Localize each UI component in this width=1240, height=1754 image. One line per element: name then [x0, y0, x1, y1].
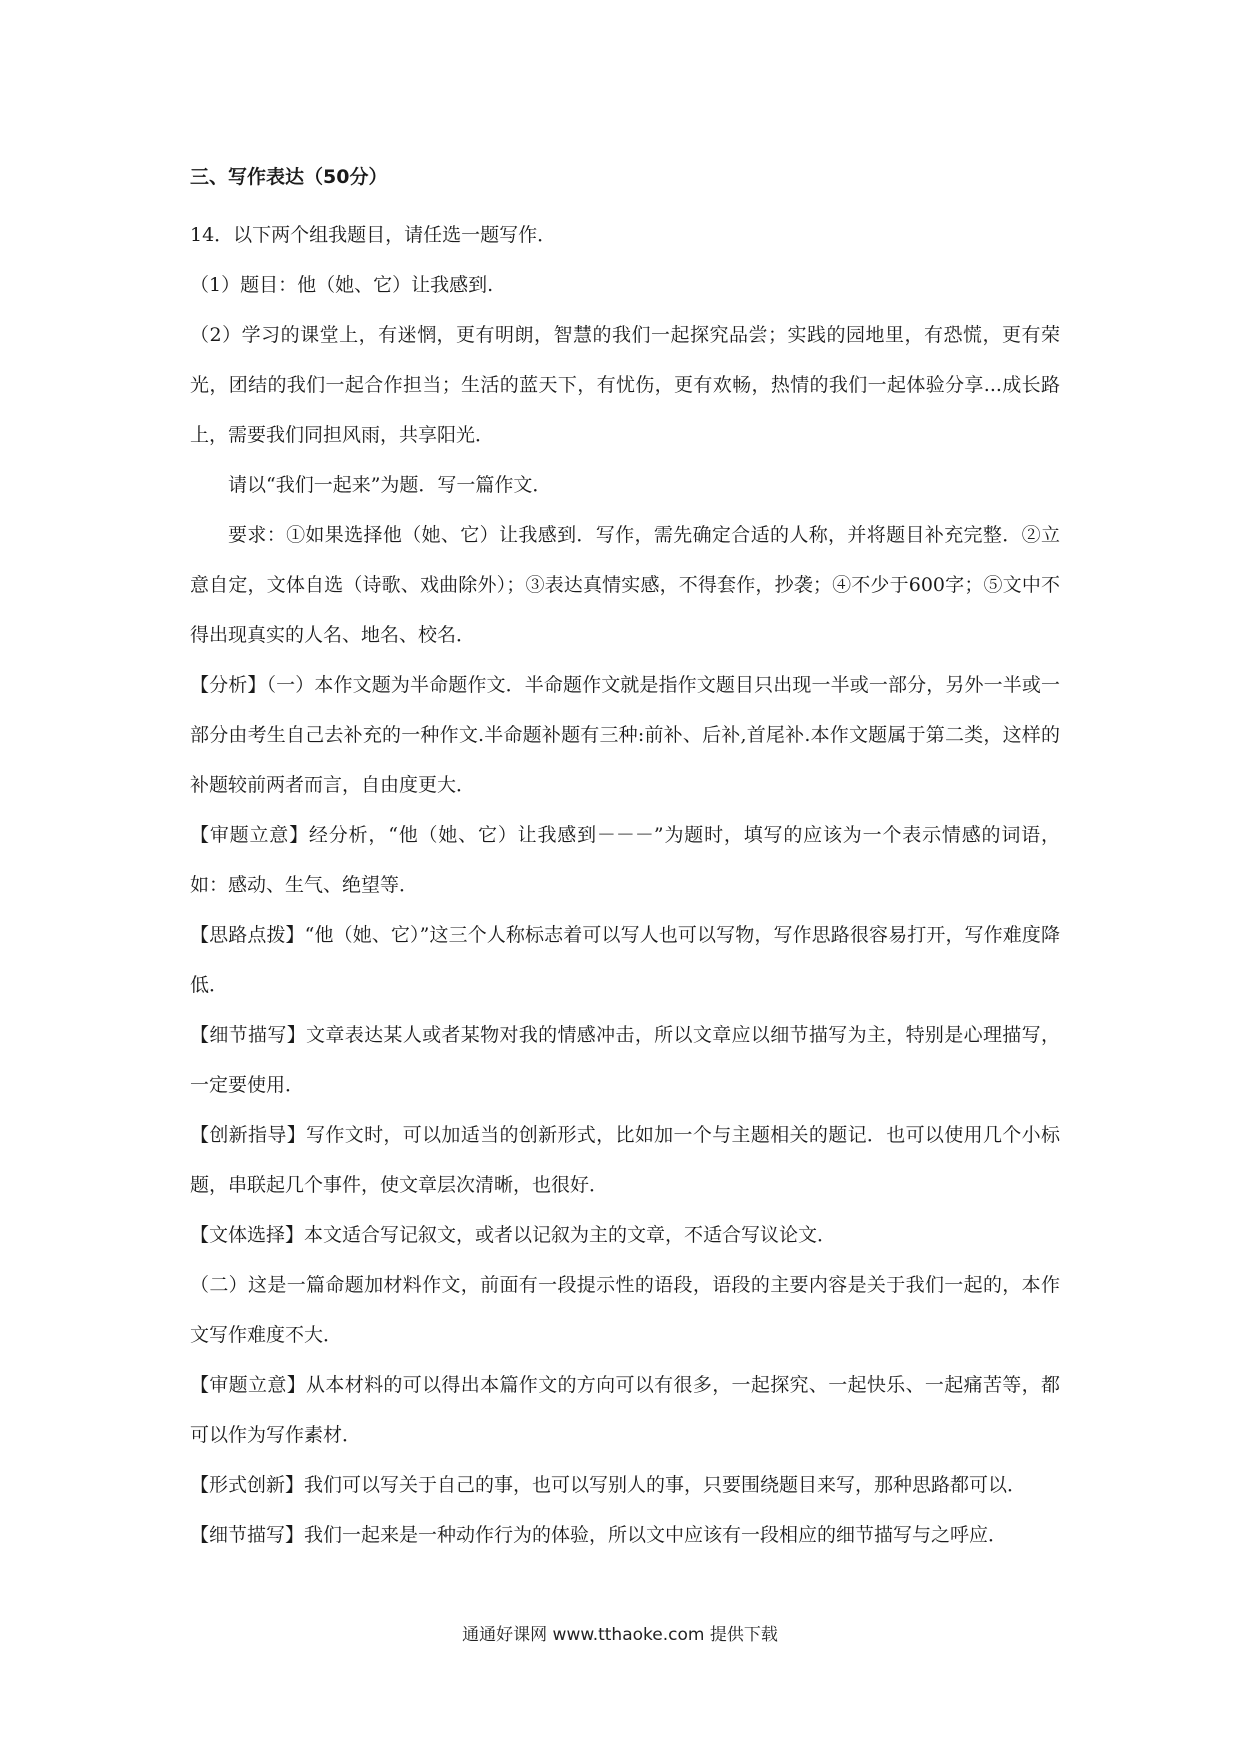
analysis-text: 经分析，“他（她、它）让我感到－－－”为题时，填写的应该为一个表示情感的词语，如：感动、生气、绝望等． [190, 824, 1060, 896]
analysis-label: 【形式创新】 [190, 1474, 305, 1496]
analysis-paragraph [190, 660, 1060, 810]
analysis-paragraph [190, 1210, 1060, 1260]
analysis-text: （一）本作文题为半命题作文．半命题作文就是指作文题目只出现一半或一部分，另外一半或一部分由考生自己去补充的一种作文.半命题补题有三种:前补、后补,首尾补.本作文题属于第二类，这样的补题较前两者而言，自由度更大． [190, 674, 1060, 796]
analysis-text: （二）这是一篇命题加材料作文，前面有一段提示性的语段，语段的主要内容是关于我们一起的，本作文写作难度不大． [190, 1274, 1060, 1346]
analysis-label: 【审题立意】 [190, 1374, 307, 1396]
analysis-paragraph [190, 810, 1060, 910]
analysis-label: 【细节描写】 [190, 1024, 307, 1046]
analysis-label: 【审题立意】 [190, 824, 309, 846]
analysis-text: 从本材料的可以得出本篇作文的方向可以有很多，一起探究、一起快乐、一起痛苦等，都可以作为写作素材． [190, 1374, 1060, 1446]
analysis-text: 写作文时，可以加适当的创新形式，比如加一个与主题相关的题记．也可以使用几个小标题，串联起几个事件，使文章层次清晰，也很好． [190, 1124, 1060, 1196]
analysis-paragraph [190, 1260, 1060, 1360]
analysis-label: 【细节描写】 [190, 1524, 305, 1546]
option-2: （2）学习的课堂上，有迷惘，更有明朗，智慧的我们一起探究品尝；实践的园地里，有恐慌，更有荣光，团结的我们一起合作担当；生活的蓝天下，有忧伤，更有欢畅，热情的我们一起体验分享...成长路上，需要我们同担风雨，共享阳光． [190, 324, 1060, 446]
analysis-paragraph [190, 1360, 1060, 1460]
analysis-label: 【思路点拨】 [190, 924, 305, 946]
analysis-section [190, 660, 1060, 1560]
analysis-paragraph [190, 910, 1060, 1010]
analysis-text: 文章表达某人或者某物对我的情感冲击，所以文章应以细节描写为主，特别是心理描写，一定要使用． [190, 1024, 1060, 1096]
requirements: 要求：①如果选择他（她、它）让我感到．写作，需先确定合适的人称，并将题目补充完整．②立意自定，文体自选（诗歌、戏曲除外）；③表达真情实感，不得套作，抄袭；④不少于600字；⑤文中不得出现真实的人名、地名、校名． [190, 524, 1060, 646]
analysis-paragraph [190, 1460, 1060, 1510]
analysis-text: “他（她、它）”这三个人称标志着可以写人也可以写物，写作思路很容易打开，写作难度降低． [190, 924, 1060, 996]
analysis-text: 我们一起来是一种动作行为的体验，所以文中应该有一段相应的细节描写与之呼应． [304, 1524, 1008, 1546]
analysis-text: 我们可以写关于自己的事，也可以写别人的事，只要围绕题目来写，那种思路都可以． [304, 1474, 1027, 1496]
section-title: 三、写作表达（50分） [190, 166, 388, 188]
analysis-label: 【创新指导】 [190, 1124, 307, 1146]
analysis-label: 【分析】 [190, 674, 267, 696]
question-text: 14．以下两个组我题目，请任选一题写作． [190, 224, 557, 246]
option-1: （1）题目：他（她、它）让我感到. [190, 274, 494, 296]
analysis-label: 【文体选择】 [190, 1224, 305, 1246]
analysis-text: 本文适合写记叙文，或者以记叙为主的文章，不适合写议论文． [304, 1224, 837, 1246]
option-2-prompt: 请以“我们一起来”为题．写一篇作文． [228, 474, 552, 496]
analysis-paragraph [190, 1010, 1060, 1110]
analysis-paragraph [190, 1510, 1060, 1560]
analysis-paragraph [190, 1110, 1060, 1210]
page-footer: 通通好课网 www.tthaoke.com 提供下载 [462, 1625, 778, 1645]
document-page [190, 160, 1060, 1560]
